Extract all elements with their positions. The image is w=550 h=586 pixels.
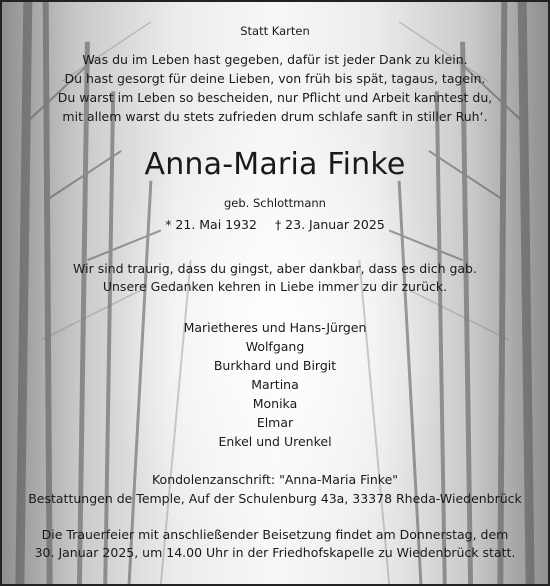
death-date: † 23. Januar 2025 (274, 217, 385, 232)
deceased-name: Anna-Maria Finke (144, 147, 406, 182)
condolence-line-1: Wir sind traurig, dass du gingst, aber dankbar, dass es dich gab. (73, 261, 477, 276)
poem-line-4: mit allem warst du stets zufrieden drum schlafe sanft in stiller Ruh‘. (62, 109, 488, 124)
poem-line-3: Du warst im Leben so bescheiden, nur Pflicht und Arbeit kanntest du, (57, 90, 493, 105)
address-line-2: Bestattungen de Temple, Auf der Schulenburg 43a, 33378 Rheda-Wiedenbrück (28, 491, 522, 506)
funeral-line-2: 30. Januar 2025, um 14.00 Uhr in der Friedhofskapelle zu Wiedenbrück statt. (34, 545, 516, 560)
family-member: Elmar (256, 415, 294, 430)
family-member: Martina (251, 377, 299, 392)
poem-line-1: Was du im Leben hast gegeben, dafür ist jeder Dank zu klein. (82, 52, 468, 67)
poem-line-2: Du hast gesorgt für deine Lieben, von früh bis spät, tagaus, tagein. (64, 71, 486, 86)
family-member: Wolfgang (245, 339, 305, 354)
condolence-line-2: Unsere Gedanken kehren in Liebe immer zu dir zurück. (102, 279, 448, 294)
family-member: Marietheres und Hans-Jürgen (183, 320, 367, 335)
dates-row (2, 217, 548, 232)
family-member: Burkhard und Birgit (213, 358, 337, 373)
header-text: Statt Karten (240, 24, 310, 38)
obituary-content (2, 2, 548, 584)
birth-date: * 21. Mai 1932 (165, 217, 257, 232)
maiden-name: geb. Schlottmann (224, 196, 326, 210)
address-line-1: Kondolenzanschrift: "Anna-Maria Finke" (151, 472, 399, 487)
family-member: Monika (252, 396, 298, 411)
family-member: Enkel und Urenkel (218, 434, 332, 449)
funeral-line-1: Die Trauerfeier mit anschließender Beisetzung findet am Donnerstag, dem (41, 527, 509, 542)
